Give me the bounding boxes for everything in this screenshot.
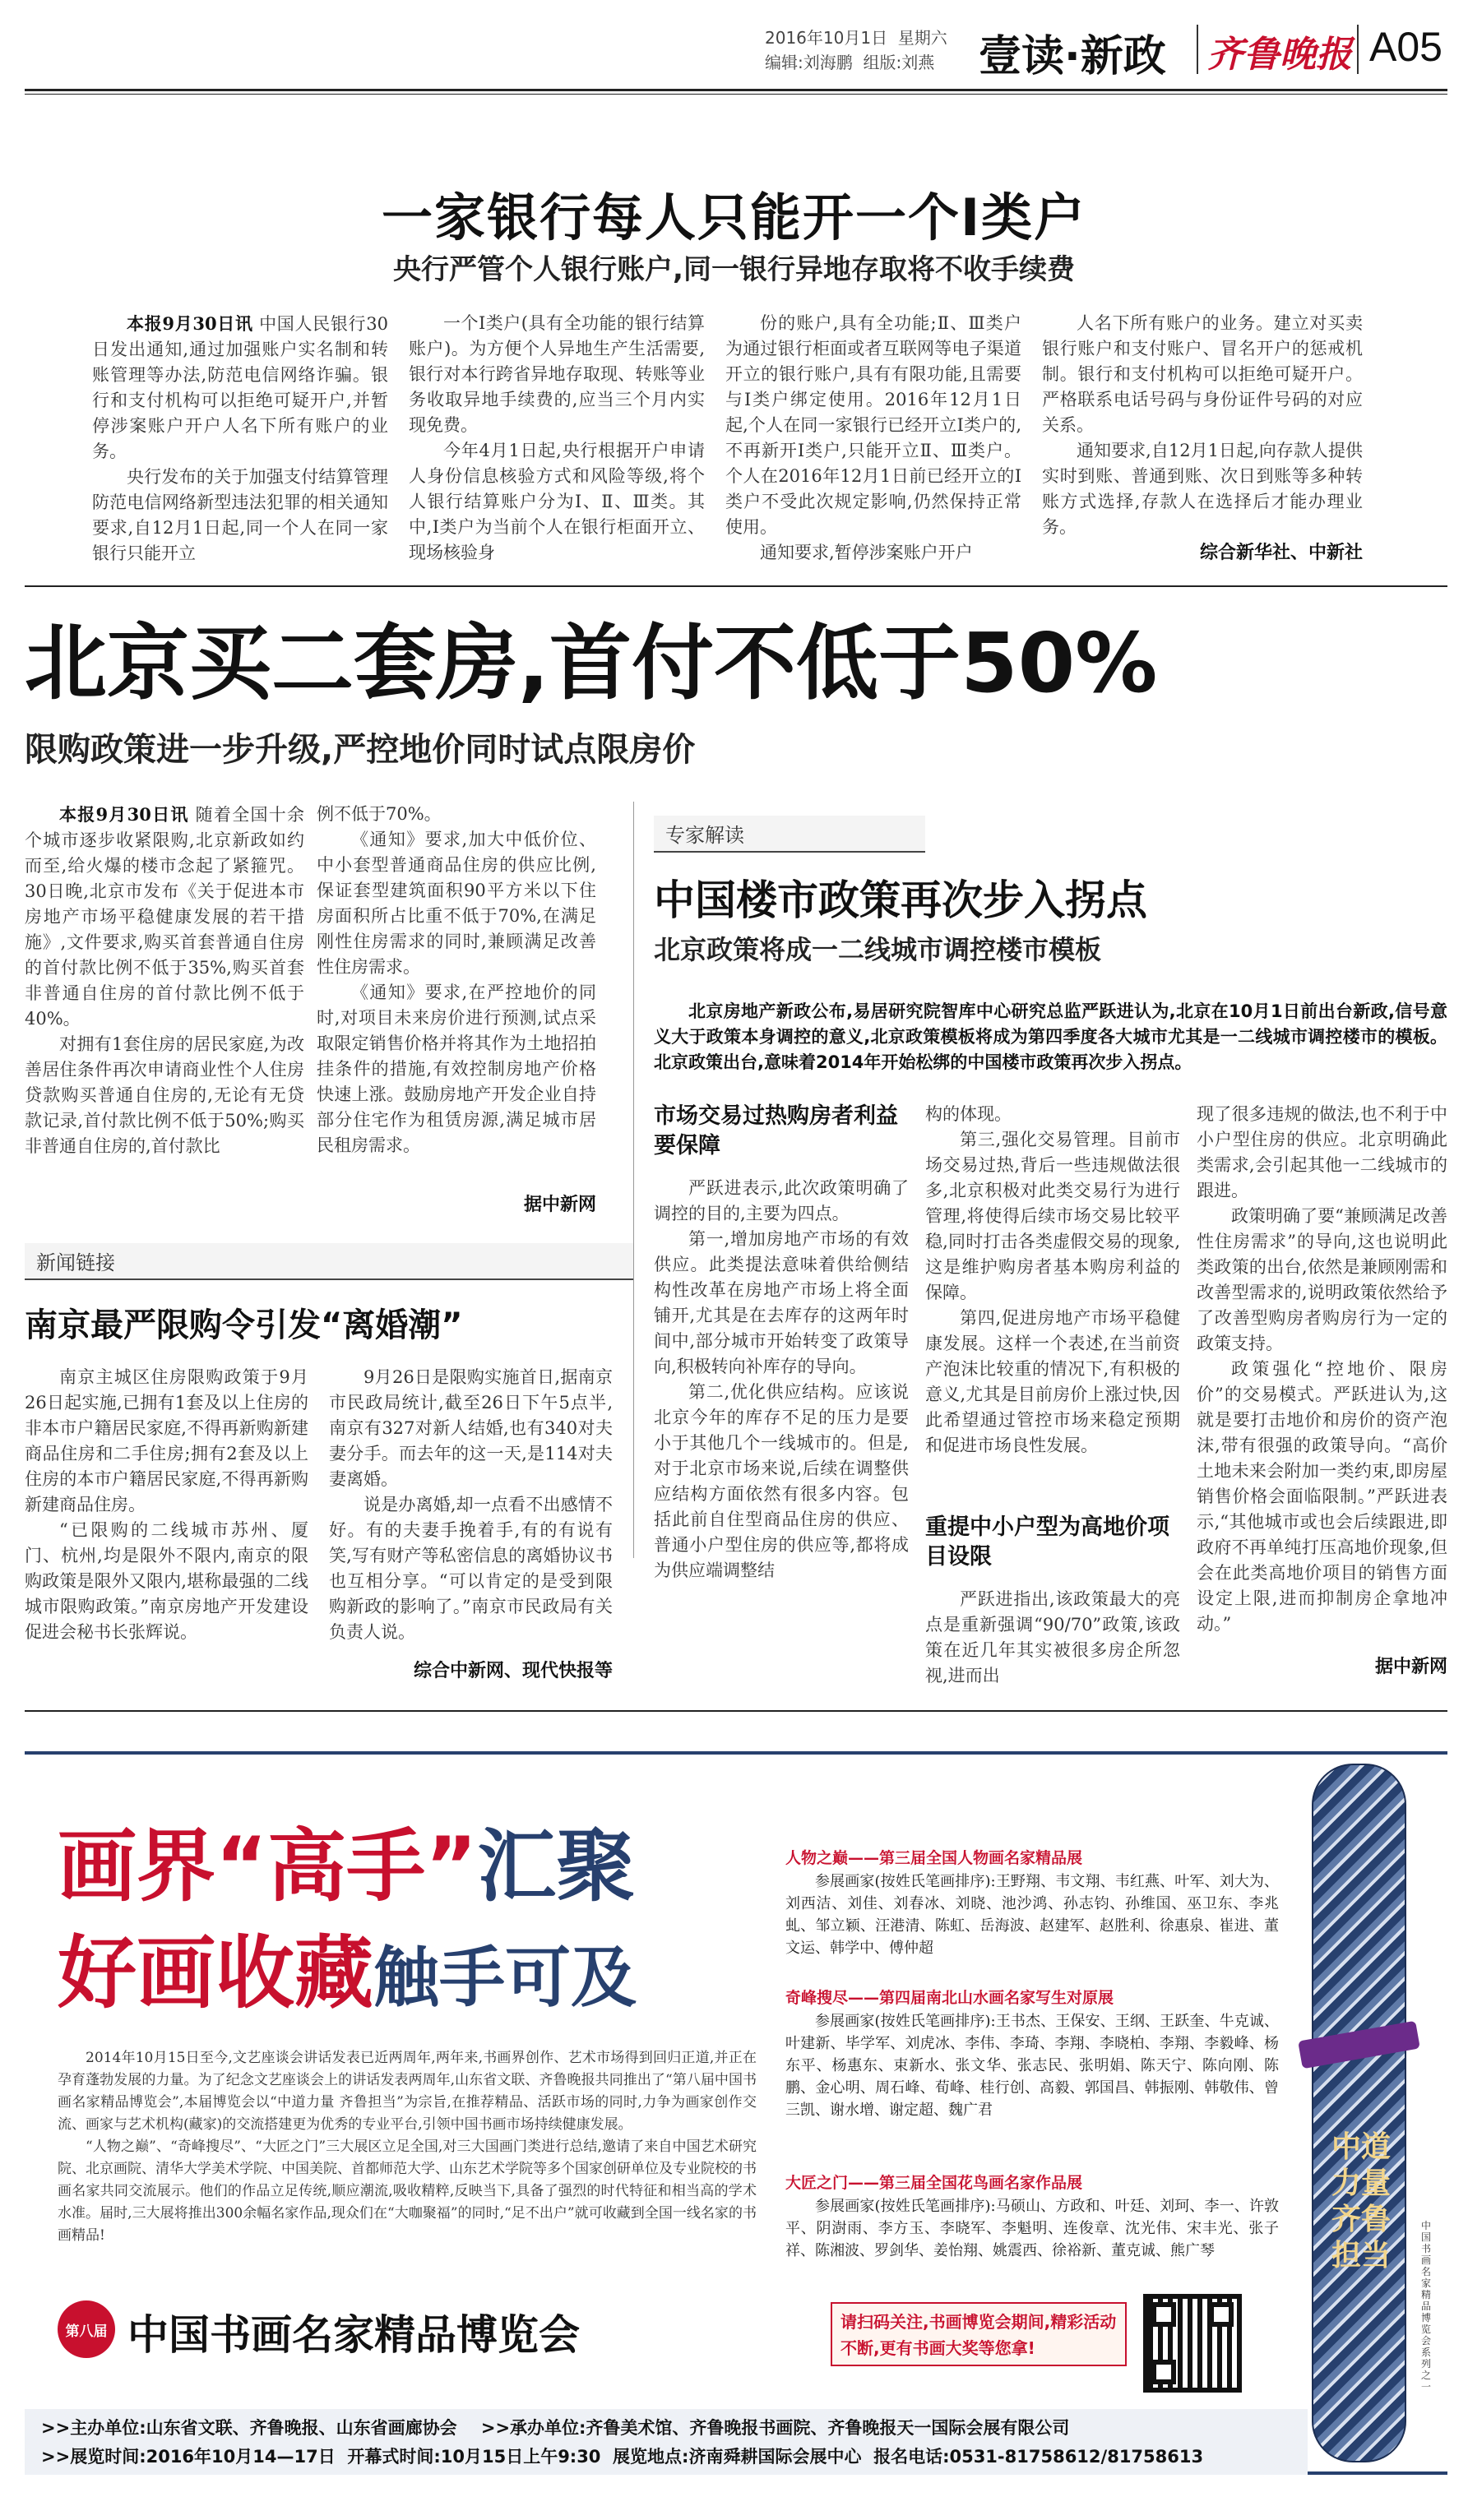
expo-logo [58,2294,691,2360]
expert-s1b-text: 第一,增加房地产市场的有效供应。此类提法意味着供给侧结构性改革在房地产市场上将全面铺开,尤其是在去库存的这两年时间中,部分城市开始转变了政策导向,积极转向补库存的导向。 [654,1229,909,1376]
news-link-tag: 新闻链接 [25,1243,633,1280]
page-number: A05 [1369,24,1443,70]
article1-col2b-text: 今年4月1日起,央行根据开户申请人身份信息核验方式和风险等级,将个人银行结算账户分为Ⅰ、Ⅱ、Ⅲ类。其中,Ⅰ类户为当前个人在银行柜面开立、现场核验身 [409,441,705,562]
expo-name: 中国书画名家精品博览会 [127,2310,580,2359]
news-link-col2-text: 9月26日是限购实施首日,据南京市民政局统计,截至26日下午5点半,南京有327对新人结婚,也有340对夫妻分手。而去年的这一天,是114对夫妻离婚。 [329,1367,613,1489]
host-text: >>主办单位:山东省文联、齐鲁晚报、山东省画廊协会 [41,2418,457,2438]
exh3-artists [785,2195,1279,2286]
expert-intro [654,999,1447,1081]
article1-col1b-text: 央行发布的关于加强支付结算管理防范电信网络新型违法犯罪的相关通知要求,自12月1日起,同一个人在同一家银行只能开立 [92,467,388,563]
masthead-editors [765,49,934,73]
editor-text: 编辑:刘海鹏 [765,53,853,72]
article2-col-1 [25,802,304,1213]
expert-subhead-1: 市场交易过热购房者利益要保障 [654,1103,898,1158]
masthead-date [765,25,947,49]
article1-col1-text: 中国人民银行30日发出通知,通过加强账户实名制和转账管理等办法,防范电信网络诈骗。银行和支付机构可以拒绝可疑开户,并暂停涉案账户开户人名下所有账户的业务。 [92,314,388,461]
news-link-col2b-text: 说是办离婚,却一点看不出感情不好。有的夫妻手挽着手,有的有说有笑,写有财产等私密信息的离婚协议书也互相分享。“可以肯定的是受到限购新政的影响了。”南京市民政局有关负责人说。 [329,1495,613,1642]
dates-text: >>展览时间:2016年10月14—17日 [41,2447,336,2467]
scroll-decoration [1312,1764,1406,2462]
expert-tag: 专家解读 [654,816,925,853]
expert-s1c-text: 第二,优化供应结构。应该说北京今年的库存不足的压力是要小于其他几个一线城市的。但是,对于北京市场来说,后续在调整供应结构方面依然有很多内容。包括此前自住型商品住房的供应、普通小户型住房的供应等,都将成为供应端调整结 [654,1382,909,1580]
ad-body-text: 2014年10月15日至今,文艺座谈会讲话发表已近两周年,两年来,书画界创作、艺术市场得到回归正道,并正在孕育蓬勃发展的力量。为了纪念文艺座谈会上的讲话发表两周年,山东省文联、齐鲁晚报共同推出了“第八届中国书画名家精品博览会”,本届博览会以“中道力量 齐鲁担当”为宗旨,在推荐精品、活跃市场的同时,力争为画家创作交流、画家与艺术机构(藏家)的交流搭建更为优秀的专业平台,引领中国书画市场持续健康发展。 [58,2050,757,2133]
time-line [41,2444,1203,2468]
article2-col2c-text: 《通知》要求,在严控地价的同时,对项目未来房价进行预测,试点采取限定销售价格并将其作为土地招拍挂条件的措施,有效控制房地产价格快速上涨。鼓励房地产开发企业自持部分住宅作为租赁房源,满足城市居民租房需求。 [317,983,596,1155]
ad-headline-1a: 画界 [58,1820,215,1912]
expert-s1-text: 严跃进表示,此次政策明确了调控的目的,主要为四点。 [654,1178,909,1223]
expert-c2-text: 构的体现。 [925,1104,1012,1124]
exh1-artists-text: 参展画家(按姓氏笔画排序):王野翔、韦文翔、韦红燕、叶军、刘大为、刘西洁、刘佳、刘春冰、刘晓、池沙鸿、孙志钧、孙维国、巫卫东、李兆虬、邹立颖、汪港清、陈虹、岳海波、赵建军、赵胜利、徐惠泉、崔进、董文运、韩学中、傅仲超 [785,1873,1279,1957]
ad-headline-2 [58,1928,637,2023]
exh2-artists-text: 参展画家(按姓氏笔画排序):王书杰、王保安、王纲、王跃奎、牛克诚、叶建新、毕学军、刘虎冰、李伟、李琦、李翔、李晓柏、李翔、李毅峰、杨东平、杨惠东、束新水、张文华、张志民、张明娟、陈天宁、陈向刚、陈鹏、金心明、周石峰、荀峰、桂行创、高毅、郭国昌、韩振刚、韩敬伟、曾三凯、谢水增、谢定超、魏广君 [785,2013,1279,2119]
scroll-side-text: 中国书画名家精品博览会系列之一 [1421,2220,1432,2393]
masthead-rule-thin [25,94,1447,95]
exh2-title: 奇峰搜尽——第四届南北山水画名家写生对原展 [785,1989,1114,2007]
qr-code[interactable] [1143,2294,1242,2393]
host-line [41,2415,1069,2439]
news-link-title: 南京最严限购令引发“离婚潮” [25,1306,463,1344]
exh1-artists [785,1870,1279,1981]
article1-col-1 [92,311,388,566]
article1-rule [25,585,1447,587]
masthead-rule [25,89,1447,91]
article2-col2b-text: 《通知》要求,加大中低价位、中小套型普通商品住房的供应比例,保证套型建筑面积90平方米以下住房面积所占比重不低于70%,在满足刚性住房需求的同时,兼顾满足改善性住房需求。 [317,830,596,977]
exh3-artists-text: 参展画家(按姓氏笔画排序):马硕山、方政和、叶廷、刘珂、李一、许敦平、阴澍雨、李方玉、李晓军、李魁明、连俊章、沈光伟、宋丰光、张子祥、陈湘波、罗剑华、姜怡翔、姚震西、徐裕新、董克诚、熊广琴 [785,2198,1279,2259]
qr-corner-tl [1151,2302,1176,2327]
phone-text: 报名电话:0531-81758612/81758613 [873,2447,1204,2467]
article2-divider [633,802,634,1558]
article2-title: 北京买二套房,首付不低于50% [25,615,1158,711]
exh2-artists [785,2010,1279,2166]
weekday-text: 星期六 [897,28,947,48]
article1-col4-text: 人名下所有账户的业务。建立对买卖银行账户和支付账户、冒名开户的惩戒机制。银行和支付机构可以拒绝可疑开户。严格联系电话号码与身份证件号码的对应关系。 [1042,313,1363,435]
masthead-divider-2 [1357,25,1359,74]
expert-col-3 [1197,1102,1447,1644]
scan-text: 请扫码关注,书画博览会期间,精彩活动不断,更有书画大奖等您拿! [841,2312,1117,2358]
opening-text: 开幕式时间:10月15日上午9:30 [347,2447,601,2467]
masthead-divider-1 [1197,25,1198,74]
exh1-title: 人物之巅——第三届全国人物画名家精品展 [785,1849,1083,1867]
date-text: 2016年10月1日 [765,28,888,48]
ad-body [58,2047,757,2286]
ad-headline-2b: 触手可及 [373,1940,637,2016]
exh3-title: 大匠之门——第三届全国花鸟画名家作品展 [785,2174,1083,2192]
article2-col1b-text: 对拥有1套住房的居民家庭,为改善居住条件再次申请商业性个人住房贷款购买普通自住房的,无论有无贷款记录,首付款比例不低于50%;购买非普通自住房的,首付款比 [25,1034,304,1156]
expert-c2b-text: 第三,强化交易管理。目前市场交易过热,背后一些违规做法很多,北京积极对此类交易行为进行管理,将使得后续市场交易比较平稳,同时打击各类虚假交易的现象,这是维护购房者基本购房利益的保障。 [925,1130,1180,1302]
ad-top-rule [25,1710,1447,1712]
ad-headline-1 [58,1821,635,1912]
ad-headline-1b: “高手” [215,1820,478,1912]
expert-source: 据中新网 [1374,1657,1447,1677]
article1-col3-text: 份的账户,具有全功能;Ⅱ、Ⅲ类户为通过银行柜面或者互联网等电子渠道开立的银行账户,具有有限功能,且需要与Ⅰ类户绑定使用。2016年12月1日起,个人在同一家银行已经开立Ⅰ类户的,不再新开Ⅰ类户,只能开立Ⅱ、Ⅲ类户。个人在2016年12月1日前已经开立的Ⅰ类户不受此次规定影响,仍然保持正常使用。 [725,313,1021,537]
qr-corner-bl [1151,2360,1176,2384]
article1-col3b-text: 通知要求,暂停涉案账户开户 [760,543,973,562]
article1-col-4 [1042,311,1363,537]
expert-subhead-2: 重提中小户型为高地价项目设限 [925,1514,1169,1570]
expert-subtitle: 北京政策将成一二线城市调控楼市模板 [654,934,1102,965]
masthead [0,0,1468,90]
article1-lead: 本报9月30日讯 [127,313,253,334]
news-link-col-1 [25,1365,308,1735]
expert-c3-text: 现了很多违规的做法,也不利于中小户型住房的供应。北京明确此类需求,会引起其他一二线城市的跟进。 [1197,1104,1447,1200]
article1-title: 一家银行每人只能开一个Ⅰ类户 [381,187,1087,247]
article2-source: 据中新网 [523,1195,596,1215]
expert-col-2-bottom [925,1587,1180,1685]
organizer-text: >>承办单位:齐鲁美术馆、齐鲁晚报书画院、齐鲁晚报天一国际会展有限公司 [480,2418,1070,2438]
ad-headline-1c: 汇聚 [477,1820,636,1912]
paper-logo: 齐鲁晚报 [1207,34,1352,76]
article1-subtitle: 央行严管个人银行账户,同一银行异地存取将不收手续费 [393,253,1075,286]
section-title: 壹读·新政 [979,32,1166,81]
news-link-col1-text: 南京主城区住房限购政策于9月26日起实施,已拥有1套及以上住房的非本市户籍居民家庭,不得再新购新建商品住房和二手住房;拥有2套及以上住房的本市户籍居民家庭,不得再新购新建商品住房。 [25,1367,308,1514]
ad-headline-2a: 好画收藏 [58,1927,373,2019]
news-link-source: 综合中新网、现代快报等 [413,1661,613,1681]
ad-body2-text: “人物之巅”、“奇峰搜尽”、“大匠之门”三大展区立足全国,对三大国画门类进行总结,邀请了来自中国艺术研究院、北京画院、清华大学美术学院、中国美院、首都师范大学、山东艺术学院等多个国家创研单位及专业院校的书画名家共同交流展示。他们的作品立足传统,顺应潮流,吸收精粹,反映当下,具备了强烈的时代特征和相当高的学术水准。届时,三大展将推出300余幅名家作品,现众们在“大咖聚福”的同时,“足不出户”就可收藏到全国一线名家的书画精品! [58,2139,757,2244]
article2-subtitle: 限购政策进一步升级,严控地价同时试点限房价 [25,731,696,769]
article1-col4b-text: 通知要求,自12月1日起,向存款人提供实时到账、普通到账、次日到账等多种转账方式选择,存款人在选择后才能办理业务。 [1042,441,1363,537]
expert-c2d-text: 严跃进指出,该政策最大的亮点是重新强调“90/70”政策,该政策在近几年其实被很多房企所忽视,进而出 [925,1589,1180,1685]
article2-col-2 [317,802,596,1180]
article1-col2-text: 一个Ⅰ类户(具有全功能的银行结算账户)。为方便个人异地生产生活需要,银行对本行跨省异地存取现、转账等业务收取异地手续费的,应当三个月内实现免费。 [409,313,705,435]
article1-source: 综合新华社、中新社 [1199,543,1363,563]
venue-text: 展览地点:济南舜耕国际会展中心 [613,2447,862,2467]
expert-c3b-text: 政策明确了要“兼顾满足改善性住房需求”的导向,这也说明此类政策的出台,依然是兼顾刚需和改善型需求的,说明政策依然给予了改善型购房者购房行为一定的政策支持。 [1197,1206,1447,1353]
news-link-col-2 [329,1365,613,1648]
scan-box [831,2302,1127,2366]
expert-col-1 [654,1176,909,1661]
article1-col-3 [725,311,1021,566]
article2-col2-text: 例不低于70%。 [317,804,442,824]
expert-c2c-text: 第四,促进房地产市场平稳健康发展。这样一个表述,在当前资产泡沫比较重的情况下,有积极的意义,尤其是目前房价上涨过快,因此希望通过管控市场来稳定预期和促进市场良性发展。 [925,1308,1180,1455]
expert-title: 中国楼市政策再次步入拐点 [654,876,1147,924]
expert-col-2 [925,1102,1180,1496]
article2-lead: 本报9月30日讯 [59,804,189,825]
article1-col-2 [409,311,705,566]
layout-text: 组版:刘燕 [863,53,935,72]
expert-intro-text: 北京房地产新政公布,易居研究院智库中心研究总监严跃进认为,北京在10月1日前出台新政,信号意义大于政策本身调控的意义,北京政策模板将成为第四季度各大城市尤其是一二线城市调控楼市的模板。北京政策出台,意味着2014年开始松绑的中国楼市政策再次步入拐点。 [654,1001,1447,1072]
article2-col1-text: 随着全国十余个城市逐步收紧限购,北京新政如约而至,给火爆的楼市念起了紧箍咒。30日晚,北京市发布《关于促进本市房地产市场平稳健康发展的若干措施》,文件要求,购买首套普通自住房的首付款比例不低于35%,购买首套非普通自住房的首付款比例不低于40%。 [25,805,304,1029]
scroll-text: 中道力量 齐鲁担当 [1331,2130,1391,2273]
expert-c3c-text: 政策强化“控地价、限房价”的交易模式。严跃进认为,这就是要打击地价和房价的资产泡沫,带有很强的政策导向。“高价土地未来会附加一类约束,即房屋销售价格会面临限制。”严跃进表示,“其他城市或也会后续跟进,即政府不再单纯打压高地价现象,但会在此类高地价项目的销售方面设定上限,进而抑制房企拿地冲动。” [1197,1359,1447,1634]
expo-badge: 第八届 [58,2300,115,2358]
qr-corner-tr [1209,2302,1234,2327]
news-link-col1b-text: “已限购的二线城市苏州、厦门、杭州,均是限外不限内,南京的限购政策是限外又限内,堪称最强的二线城市限购政策。”南京房地产开发建设促进会秘书长张辉说。 [25,1520,308,1642]
